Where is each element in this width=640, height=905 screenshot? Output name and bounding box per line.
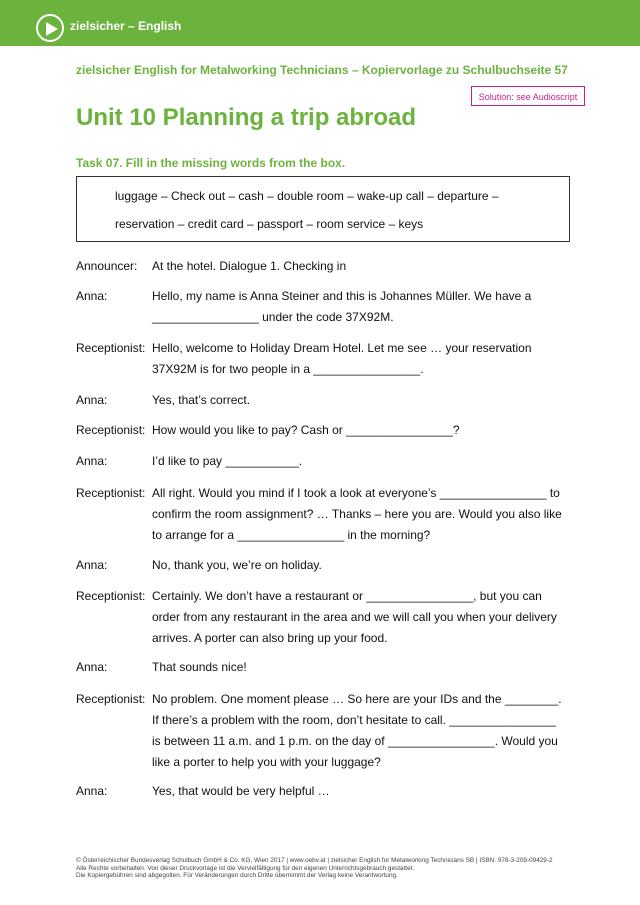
speaker-label: Anna: [76,558,108,572]
footer-copyright [76,857,553,880]
speaker-label: Anna: [76,289,108,303]
dialogue-text [152,286,568,328]
speaker-label: Receptionist: [76,341,146,355]
dialogue-line: is between 11 a.m. and 1 p.m. on the day of ________________. Would you [152,734,558,748]
word-box-line: luggage – Check out – cash – double room – wake-up call – departure – [115,189,499,203]
task-instruction: Task 07. Fill in the missing words from the box. [76,156,346,170]
word-box-line: reservation – credit card – passport – room service – keys [115,217,424,231]
dialogue-line: Hello, my name is Anna Steiner and this is Johannes Müller. We have a [152,289,532,303]
dialogue-text [152,256,568,277]
page-title: Unit 10 Planning a trip abroad [76,104,417,131]
dialogue-line: No, thank you, we’re on holiday. [152,558,322,572]
speaker-label: Receptionist: [76,486,146,500]
dialogue-line: arrives. A porter can also bring up your food. [152,631,388,645]
dialogue-line: How would you like to pay? Cash or ________________? [152,423,460,437]
speaker-label: Receptionist: [76,692,146,706]
speaker-label: Receptionist: [76,423,146,437]
dialogue-text [152,555,568,576]
brand-name: zielsicher – English [70,19,182,33]
dialogue-line: Hello, welcome to Holiday Dream Hotel. Let me see … your reservation [152,341,532,355]
dialogue-line: If there’s a problem with the room, don’t hesitate to call. ________________ [152,713,557,727]
dialogue-line: confirm the room assignment? … Thanks – here you are. Would you also like [152,507,562,521]
series-header: zielsicher English for Metalworking Technicians – Kopiervorlage zu Schulbuchseite 57 [76,63,568,77]
dialogue-text [152,338,568,380]
speaker-label: Anna: [76,454,108,468]
footer-line: Alle Rechte vorbehalten. Von dieser Druckvorlage ist die Vervielfältigung für den eigenen Unterrichtsgebrauch gestattet. [76,864,415,872]
dialogue-line: I’d like to pay ___________. [152,454,303,468]
dialogue-line: ________________ under the code 37X92M. [152,310,394,324]
dialogue-text [152,451,568,472]
speaker-label: Anna: [76,393,108,407]
dialogue-line: At the hotel. Dialogue 1. Checking in [152,259,347,273]
footer-line: Die Kopiergebühren sind abgegolten. Für Veränderungen durch Dritte übernimmt der Verlag keine Verantwortung. [76,872,398,880]
word-box [76,176,570,242]
dialogue-text [152,390,568,411]
dialogue-line: 37X92M is for two people in a ________________. [152,362,424,376]
footer-line: © Österreichischer Bundesverlag Schulbuch GmbH & Co. KG, Wien 2017 | www.oebv.at | zielsicher English for Metalworking Technicians SB | ISBN: 978-3-209-09429-2 [76,857,553,864]
dialogue-line: All right. Would you mind if I took a look at everyone’s ________________ to [152,486,560,500]
dialogue-text [152,483,568,546]
dialogue-line: like a porter to help you with your luggage? [152,755,381,769]
dialogue-line: to arrange for a ________________ in the morning? [152,528,431,542]
dialogue-line: order from any restaurant in the area and we will call you when your delivery [152,610,557,624]
dialogue-line: Yes, that would be very helpful … [152,784,330,798]
dialogue-line: Certainly. We don’t have a restaurant or ________________, but you can [152,589,542,603]
dialogue-text [152,657,568,678]
dialogue-text [152,586,568,649]
dialogue-line: No problem. One moment please … So here are your IDs and the ________. [152,692,562,706]
dialogue-text [152,781,568,802]
play-logo-icon [36,14,64,42]
speaker-label: Anna: [76,660,108,674]
dialogue-text [152,420,568,441]
speaker-label: Receptionist: [76,589,146,603]
speaker-label: Announcer: [76,259,138,273]
solution-note: Solution: see Audioscript [471,86,585,106]
speaker-label: Anna: [76,784,108,798]
dialogue-line: That sounds nice! [152,660,247,674]
dialogue-line: Yes, that’s correct. [152,393,251,407]
dialogue-text [152,689,568,773]
brand-banner [0,0,640,46]
